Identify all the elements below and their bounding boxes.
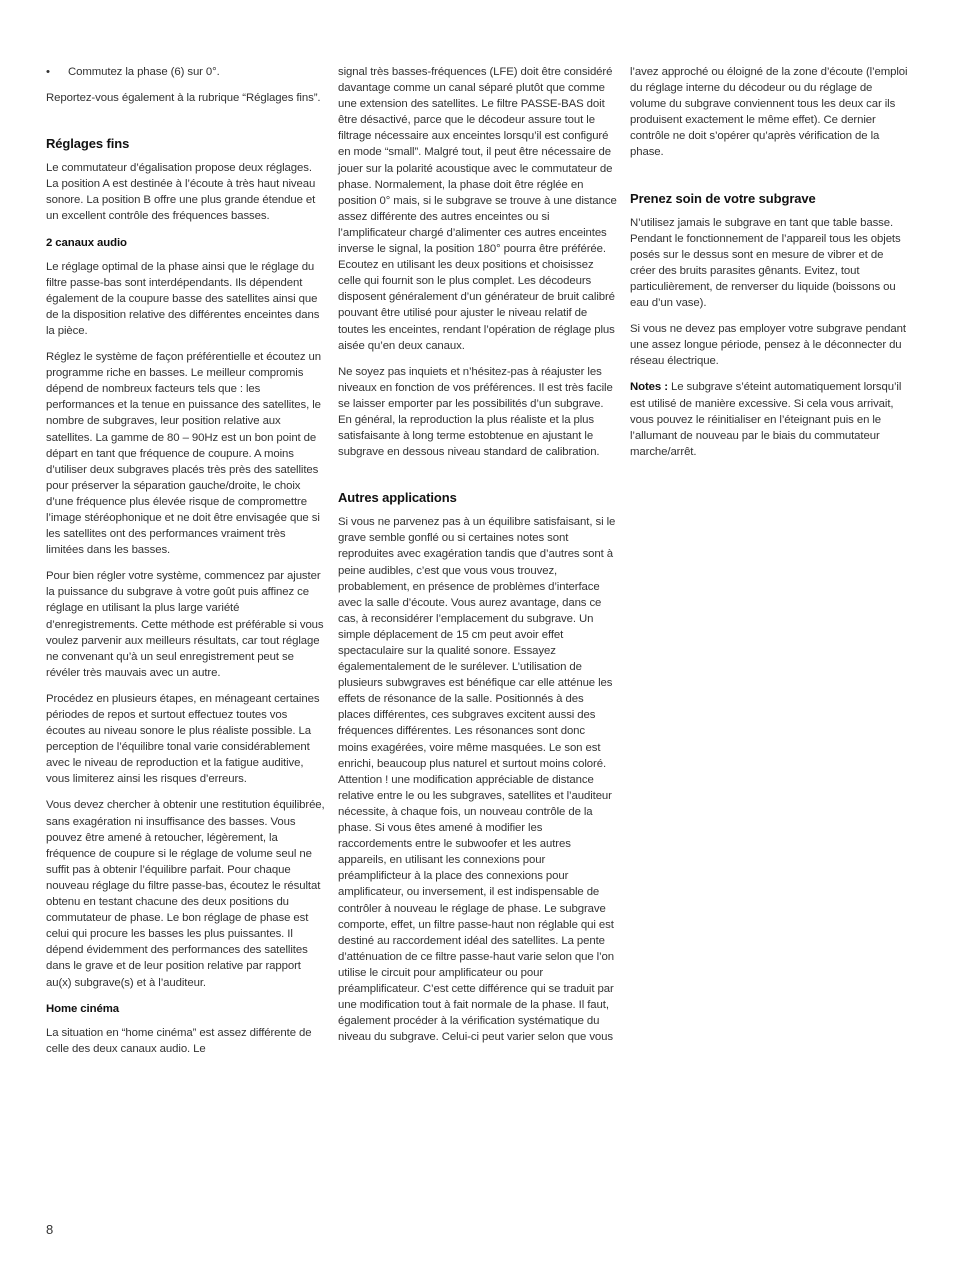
- paragraph: Vous devez chercher à obtenir une restitution équilibrée, sans exagération ni insuffisance des basses. Vous pouvez être amené à retoucher, légèrement, la fréquence de coupure si le réglage de volume seul ne suffit pas à obtenir l’équilibre parfait. Pour chaque nouveau réglage du filtre passe-bas, écoutez le résultat obtenu en testant chacune des deux positions du commutateur de phase. Le bon réglage de phase est celui qui procure les basses les plus puissantes. Il dépend évidemment des performances des satellites dans le grave et de leur position relative par rapport au(x) subgrave(s) et à l’auditeur.: [46, 799, 325, 989]
- paragraph: signal très basses-fréquences (LFE) doit être considéré davantage comme un canal séparé plutôt que comme une extension des satellites. Le filtre PASSE-BAS doit être désactivé, parce que le décodeur assure tout le filtrage nécessaire aux enceintes lorsqu’il est configuré en mode “small”. Malgré tout, il peut être nécessaire de jouer sur la polarité acoustique avec le commutateur de phase. Normalement, la phase doit être réglée en position 0° mais, si le subgrave se trouve à une distance assez différente des autres enceintes ou si l’amplificateur chargé d’alimenter ces autres enceintes inverse le signal, la position 180° pourra être préférée. Ecoutez en utilisant les deux positions et choisissez celle qui fournit son le plus complet. Les décodeurs disposent généralement d’un générateur de bruit calibré pouvant être utilisé pour ajuster le niveau relatif de toutes les enceintes, rendant l’opération de réglage plus aisée qu’en deux canaux.: [338, 66, 617, 352]
- heading-home-cinema: Home cinéma: [46, 1002, 119, 1015]
- heading-reglages-fins: Réglages fins: [46, 136, 130, 152]
- paragraph-commutateur: Le commutateur d’égalisation propose deux réglages. La position A est destinée à l’écoute à très haut niveau sonore. La position B offre une plus grande étendue et un excellent contrôle des fréquences basses.: [46, 162, 316, 223]
- bullet-item: [46, 64, 325, 80]
- bullet-mark: •: [46, 66, 50, 78]
- notes-label: Notes :: [630, 381, 668, 394]
- paragraph: La situation en “home cinéma” est assez différente de celle des deux canaux audio. Le: [46, 1026, 312, 1055]
- column-right: [630, 64, 909, 470]
- paragraph: Le réglage optimal de la phase ainsi que le réglage du filtre passe-bas sont interdépendants. Ils dépendent également de la coupure basse des satellites ainsi que de la disposition relative des différentes enceintes dans la pièce.: [46, 260, 320, 337]
- paragraph: Si vous ne devez pas employer votre subgrave pendant une assez longue période, pensez à le déconnecter du réseau électrique.: [630, 323, 906, 368]
- heading-prenez-soin: Prenez soin de votre subgrave: [630, 190, 816, 206]
- column-left: [46, 64, 325, 1067]
- heading-2-canaux-audio: 2 canaux audio: [46, 236, 127, 249]
- paragraph-reportez: Reportez-vous également à la rubrique “Réglages fins”.: [46, 92, 321, 105]
- paragraph: Réglez le système de façon préférentielle et écoutez un programme riche en basses. Le meilleur compromis dépend de nombreux facteurs tels que : les performances et la tenue en puissance des satellites, le nombre de subgraves, leur position relative aux satellites. La gamme de 80 – 90Hz est un bon point de départ en tant que fréquence de coupure. A moins d’utiliser deux subgraves placés très près des satellites pour préserver la séparation gauche/droite, le choix d’une fréquence plus élevée risque de compromettre l’image stéréophonique et ne doit être envisagée que si les satellites ont des performances vraiment très limitées dans les basses.: [46, 351, 322, 557]
- notes-paragraph: [630, 379, 909, 459]
- column-middle: [338, 64, 617, 1055]
- heading-autres-applications: Autres applications: [338, 490, 457, 506]
- paragraph: Pour bien régler votre système, commencez par ajuster la puissance du subgrave à votre goût puis affinez ce réglage en utilisant la plus large variété d’enregistrements. Cette méthode est préférable si vous voulez parvenir aux meilleurs résultats, car tout réglage ne convenant qu’à un seul enregistrement peut se révéler très mauvais avec un autre.: [46, 570, 324, 679]
- page-number: 8: [46, 1222, 54, 1237]
- paragraph: Si vous ne parvenez pas à un équilibre satisfaisant, si le grave semble gonflé ou si certaines notes sont reproduites avec exagération tandis que d’autres sont à peine audibles, c’est que vous vous trouvez, probablement, en présence de problèmes d’interface avec la salle d’écoute. Vous aurez avantage, dans ce cas, à reconsidérer l’emplacement du subgrave. Un simple déplacement de 15 cm peut avoir effet spectaculaire sur la qualité sonore. Essayez égalementalement de le surélever. L’utilisation de plusieurs subwgraves est bénéfique car elle atténue les effets de résonance de la salle. Positionnés à des places différentes, ces subgraves excitent aussi des fréquences différentes. Les résonances sont donc moins exagérées, voire même masquées. Le son est enrichi, beaucoup plus naturel et surtout moins coloré. Attention ! une modification appréciable de distance relative entre le ou les subgraves, satellites et l’auditeur nécessite, à chaque fois, un nouveau contrôle de la phase. Si vous êtes amené à modifier les raccordements entre le subwoofer et les autres appareils, en utilisant les connexions pour préamplificteur à la place des connexions pour amplificateur, ou inversement, il est indispensable de contrôler à nouveau le réglage de phase. Le subgrave comporte, effet, un filtre passe-haut non réglable qui est destiné au raccordement idéal des satellites. La pente d’atténuation de ce filtre passe-haut varie selon que l’on utilise le circuit pour amplificateur ou pour préamplificateur. C’est cette différence qui se traduit par une modification tout à fait normale de la phase. Il faut, également procéder à la vérification systématique du niveau du subgrave. Celui-ci peut varier selon que vous: [338, 516, 616, 1044]
- paragraph: Procédez en plusieurs étapes, en ménageant certaines périodes de repos et surtout effectuez toutes vos écoutes au niveau sonore le plus réaliste possible. La perception de l’équilibre tonal varie considérablement avec le niveau de reproduction et la fatigue auditive, vous limiterez ainsi les risques d’erreurs.: [46, 692, 320, 786]
- bullet-text: Commutez la phase (6) sur 0°.: [68, 66, 220, 78]
- paragraph: Ne soyez pas inquiets et n’hésitez-pas à réajuster les niveaux en fonction de vos préférences. Il est très facile se laisser emporter par les possibilités d’un subgrave. En général, la reproduction la plus réaliste et la plus satisfaisante à long terme estobtenue en ajustant le subgrave en dessous niveau standard de calibration.: [338, 365, 613, 459]
- paragraph: l’avez approché ou éloigné de la zone d’écoute (l’emploi du réglage interne du décodeur ou du réglage de volume du subgrave conviennent tous les deux car ils produisent exactement le même effet). Ce dernier contrôle ne doit s’opérer qu’après vérification de la phase.: [630, 66, 908, 159]
- paragraph: N’utilisez jamais le subgrave en tant que table basse. Pendant le fonctionnement de l’appareil tous les objets posés sur le dessus sont en mesure de vibrer et de créer des bruits parasites gênants. Evitez, tout particulièrement, de renverser du liquide (boissons ou eau d’un vase).: [630, 216, 901, 310]
- notes-text: Le subgrave s’éteint automatiquement lorsqu’il est utilisé de manière excessive. Si cela vous arrivait, vous pouvez le réinitialiser en l’éteignant puis en le l’allumant de nouveau par le biais du commutateur marche/arrêt.: [630, 381, 902, 458]
